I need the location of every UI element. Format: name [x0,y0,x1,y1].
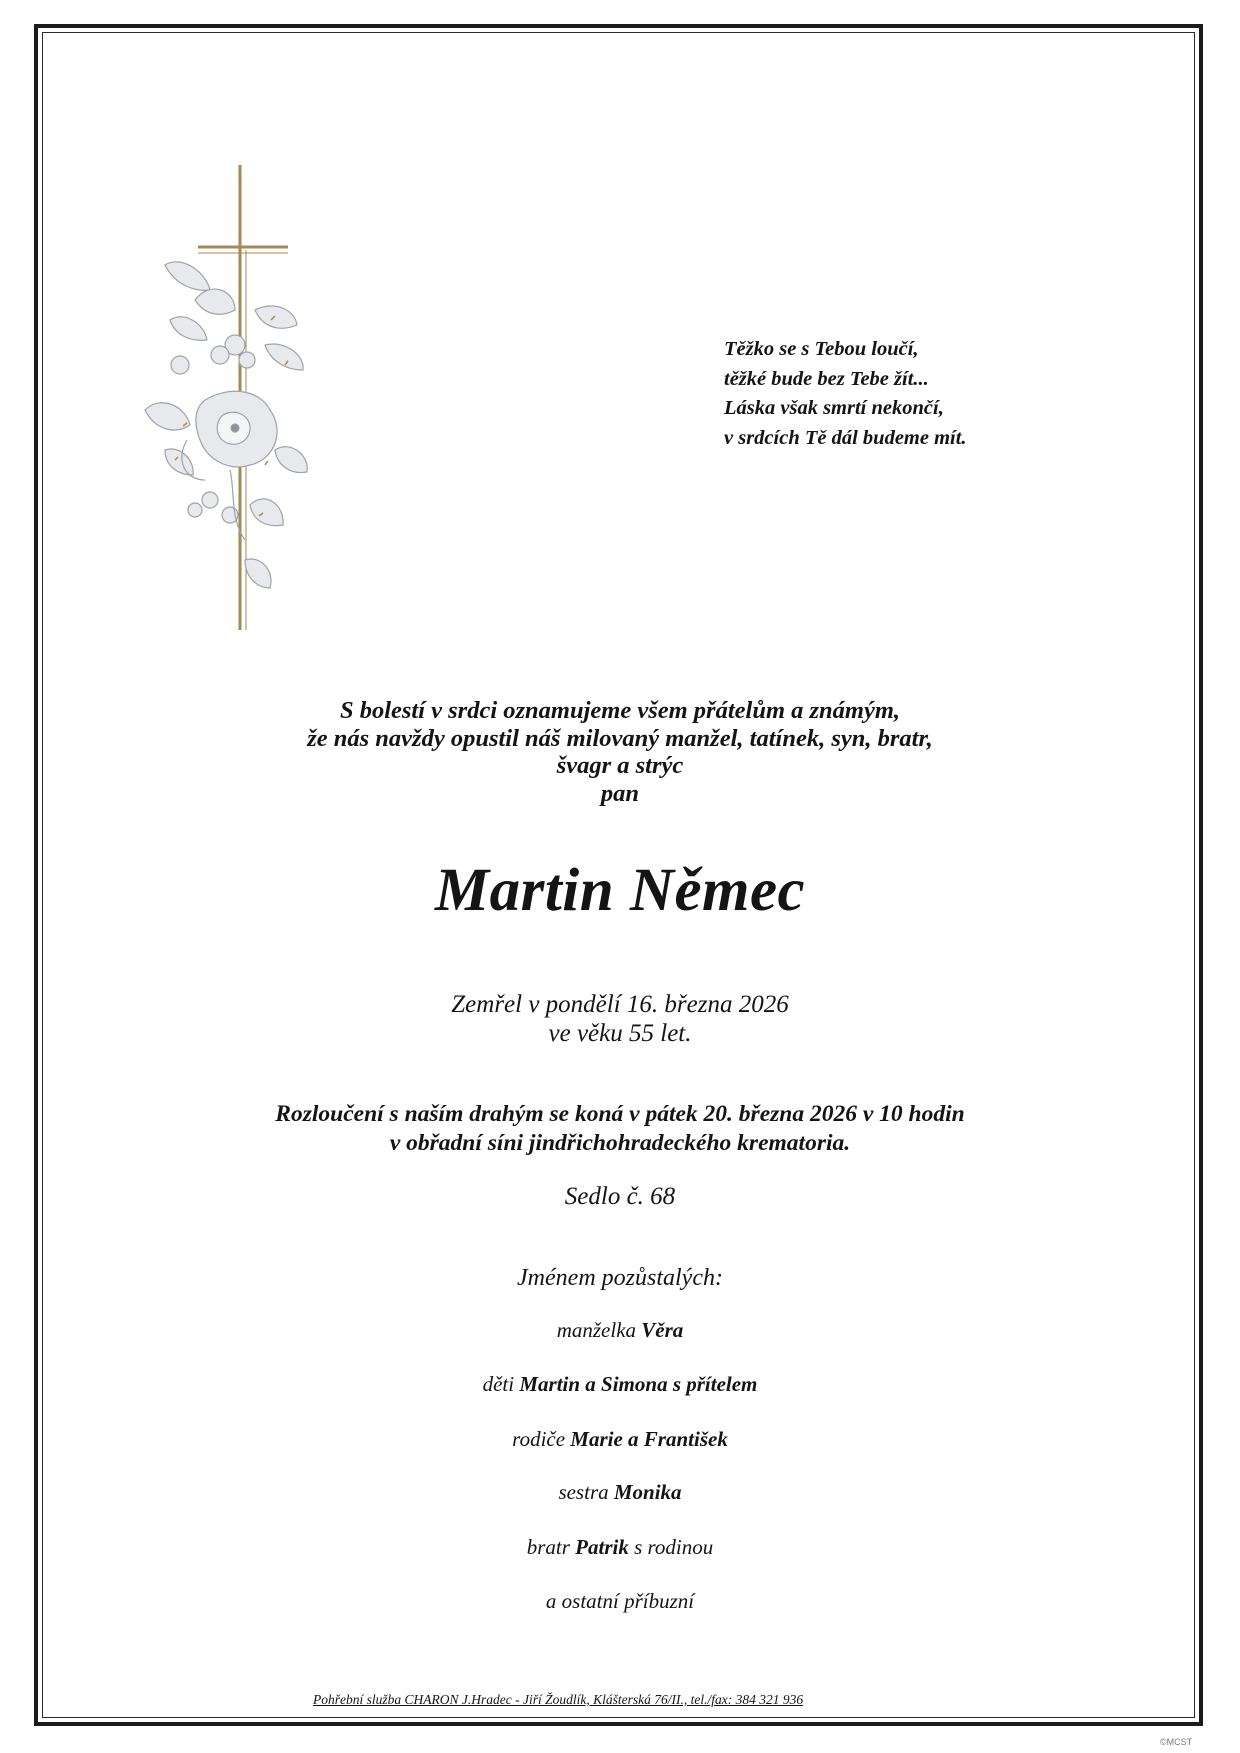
poem-line: v srdcích Tě dál budeme mít. [724,426,967,449]
flower-bouquet-icon [145,262,307,588]
death-age: ve věku 55 let. [548,1020,692,1047]
relation: sestra [558,1480,614,1504]
farewell-date: Rozloučení s naším drahým se koná v pátek 20. března 2026 v 10 hodin [275,1101,965,1127]
relation: děti [482,1372,520,1396]
poem-line: těžké bude bez Tebe žít... [724,367,929,390]
relation-suffix: s rodinou [628,1535,714,1559]
poem-line: Těžko se s Tebou loučí, [724,338,919,360]
announcement-line: že nás navždy opustil náš milovaný manžel, tatínek, syn, bratr, [307,724,933,752]
survivor-entry [0,1587,1240,1615]
survivor-entry [0,1370,1240,1398]
poem-line: Láska však smrtí nekončí, [724,397,944,419]
farewell-info [0,1100,1240,1158]
funeral-service-footer: Pohřební služba CHARON J.Hradec - Jiří Žoudlík, Klášterská 76/II., tel./fax: 384 321 936 [313,1692,804,1707]
farewell-place: v obřadní síni jindřichohradeckého krematoria. [389,1130,851,1156]
deceased-name: Martin Němec [434,857,806,924]
cross-with-flowers-decoration [135,160,320,640]
survivor-names: Marie a František [570,1427,728,1451]
survivor-entry [0,1533,1240,1561]
survivor-names: Monika [613,1480,682,1504]
relation: a ostatní příbuzní [545,1589,695,1613]
corner-mark: ©MCST [1160,1737,1193,1747]
survivor-entry [0,1316,1240,1344]
survivor-entry [0,1478,1240,1506]
residence: Sedlo č. 68 [564,1183,676,1210]
survivor-names: Věra [641,1318,684,1342]
announcement-line: S bolestí v srdci oznamujeme všem přátelům a známým, [339,697,901,724]
relation: rodiče [512,1427,571,1451]
relation: bratr [526,1535,576,1559]
announcement-line: pan [600,779,640,807]
survivor-names: Martin a Simona s přítelem [519,1372,758,1396]
announcement [0,697,1240,807]
survivor-entry [0,1425,1240,1453]
death-date: Zemřel v pondělí 16. března 2026 [451,991,789,1018]
announcement-line: švagr a strýc [556,752,684,779]
survivors-heading: Jménem pozůstalých: [517,1265,723,1291]
death-info [0,990,1240,1048]
survivor-names: Patrik [575,1535,629,1559]
relation: manželka [556,1318,642,1342]
poem [724,335,967,453]
